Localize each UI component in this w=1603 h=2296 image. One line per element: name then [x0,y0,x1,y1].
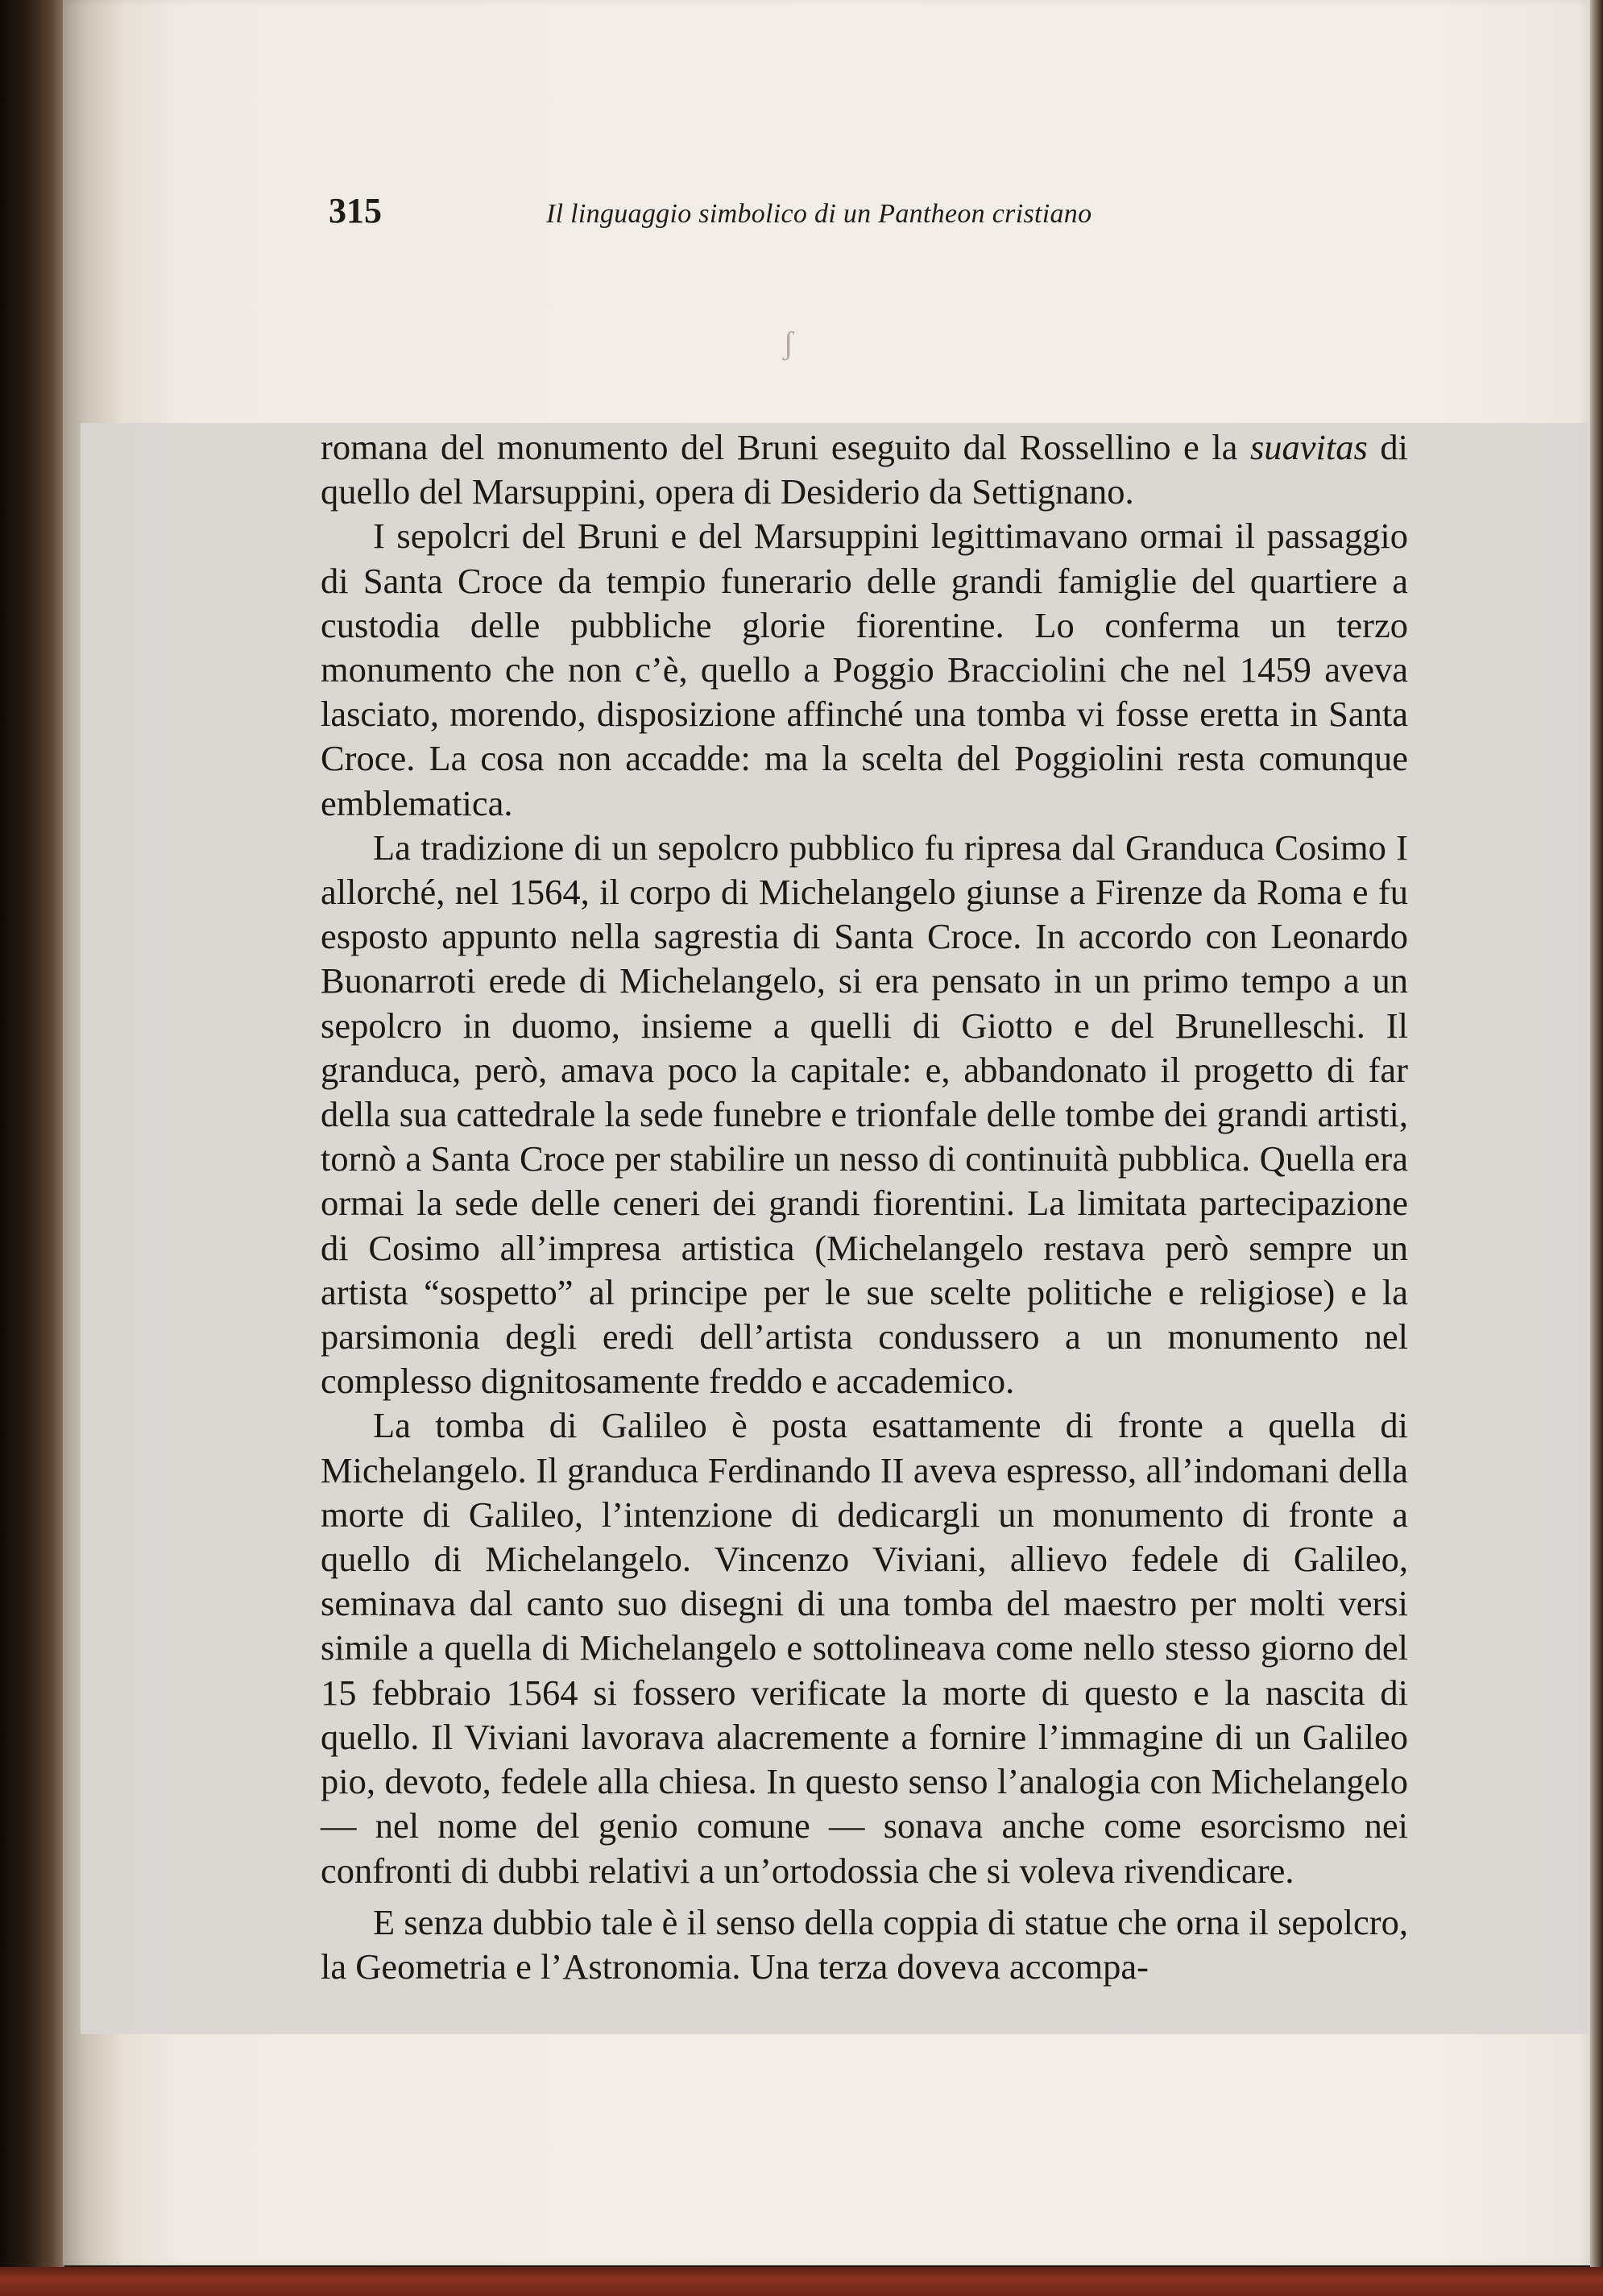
body-text [321,425,1408,1989]
paragraph-text: di quello del Marsuppini, opera di Desiderio da Settignano. [321,427,1408,512]
paragraph: La tomba di Galileo è posta esattamente di fronte a quella di Michelangelo. Il granduca Ferdinando II aveva espresso, all’indomani della morte di Galileo, l’intenzione di dedicargli un monumento di fronte a quello di Michelangelo. Vincenzo Viviani, allievo fedele di Galileo, seminava dal canto suo disegni di una tomba del maestro per molti versi simile a quella di Michelangelo e sottolineava come nello stesso giorno del 15 febbraio 1564 si fossero verificate la morte di questo e la nascita di quello. Il Viviani lavorava alacremente a fornire l’immagine di un Galileo pio, devoto, fedele alla chiesa. In questo senso l’analogia con Michelangelo — nel nome del genio comune — sonava anche come esorcismo nei confronti di dubbi relativi a un’ortodossia che si voleva rivendicare. [321,1405,1408,1891]
paragraph-text: romana del monumento del Bruni eseguito dal Rossellino e la [321,427,1250,467]
book-cover-edge [0,2267,1603,2296]
page-speck: ʃ [783,325,794,361]
paragraph: I sepolcri del Bruni e del Marsuppini legittimavano ormai il passaggio di Santa Croce da tempio funerario delle grandi famiglie del quartiere a custodia delle pubbliche glorie fiorentine. Lo conferma un terzo monumento che non c’è, quello a Poggio Bracciolini che nel 1459 aveva lasciato, morendo, disposizione affinché una tomba vi fosse eretta in Santa Croce. La cosa non accadde: ma la scelta del Poggiolini resta comunque emblematica. [321,516,1408,823]
paragraph: E senza dubbio tale è il senso della coppia di statue che orna il sepolcro, la Geometria e l’Astronomia. Una terza doveva accompa- [321,1901,1408,1987]
running-title: Il linguaggio simbolico di un Pantheon cristiano [546,199,1092,229]
page-edge [1590,0,1603,2296]
book-binding [0,0,64,2296]
italic-term: suavitas [1249,427,1368,467]
paragraph [321,425,1408,514]
running-header [329,190,1537,238]
paragraph: La tradizione di un sepolcro pubblico fu ripresa dal Granduca Cosimo I allorché, nel 1564, il corpo di Michelangelo giunse a Firenze da Roma e fu esposto appunto nella sagrestia di Santa Croce. In accordo con Leonardo Buonarroti erede di Michelangelo, si era pensato in un primo tempo a un sepolcro in duomo, insieme a quelli di Giotto e del Brunelleschi. Il granduca, però, amava poco la capitale: e, abbandonato il progetto di far della sua cattedrale la sede funebre e trionfale delle tombe dei grandi artisti, tornò a Santa Croce per stabilire un nesso di continuità pubblica. Quella era ormai la sede delle ceneri dei grandi fiorentini. La limitata partecipazione di Cosimo all’impresa artistica (Michelangelo restava però sempre un artista “sospetto” al principe per le sue scelte politiche e religiose) e la parsimonia degli eredi dell’artista condussero a un monumento nel complesso dignitosamente freddo e accademico. [321,827,1408,1402]
page-number: 315 [329,191,382,230]
